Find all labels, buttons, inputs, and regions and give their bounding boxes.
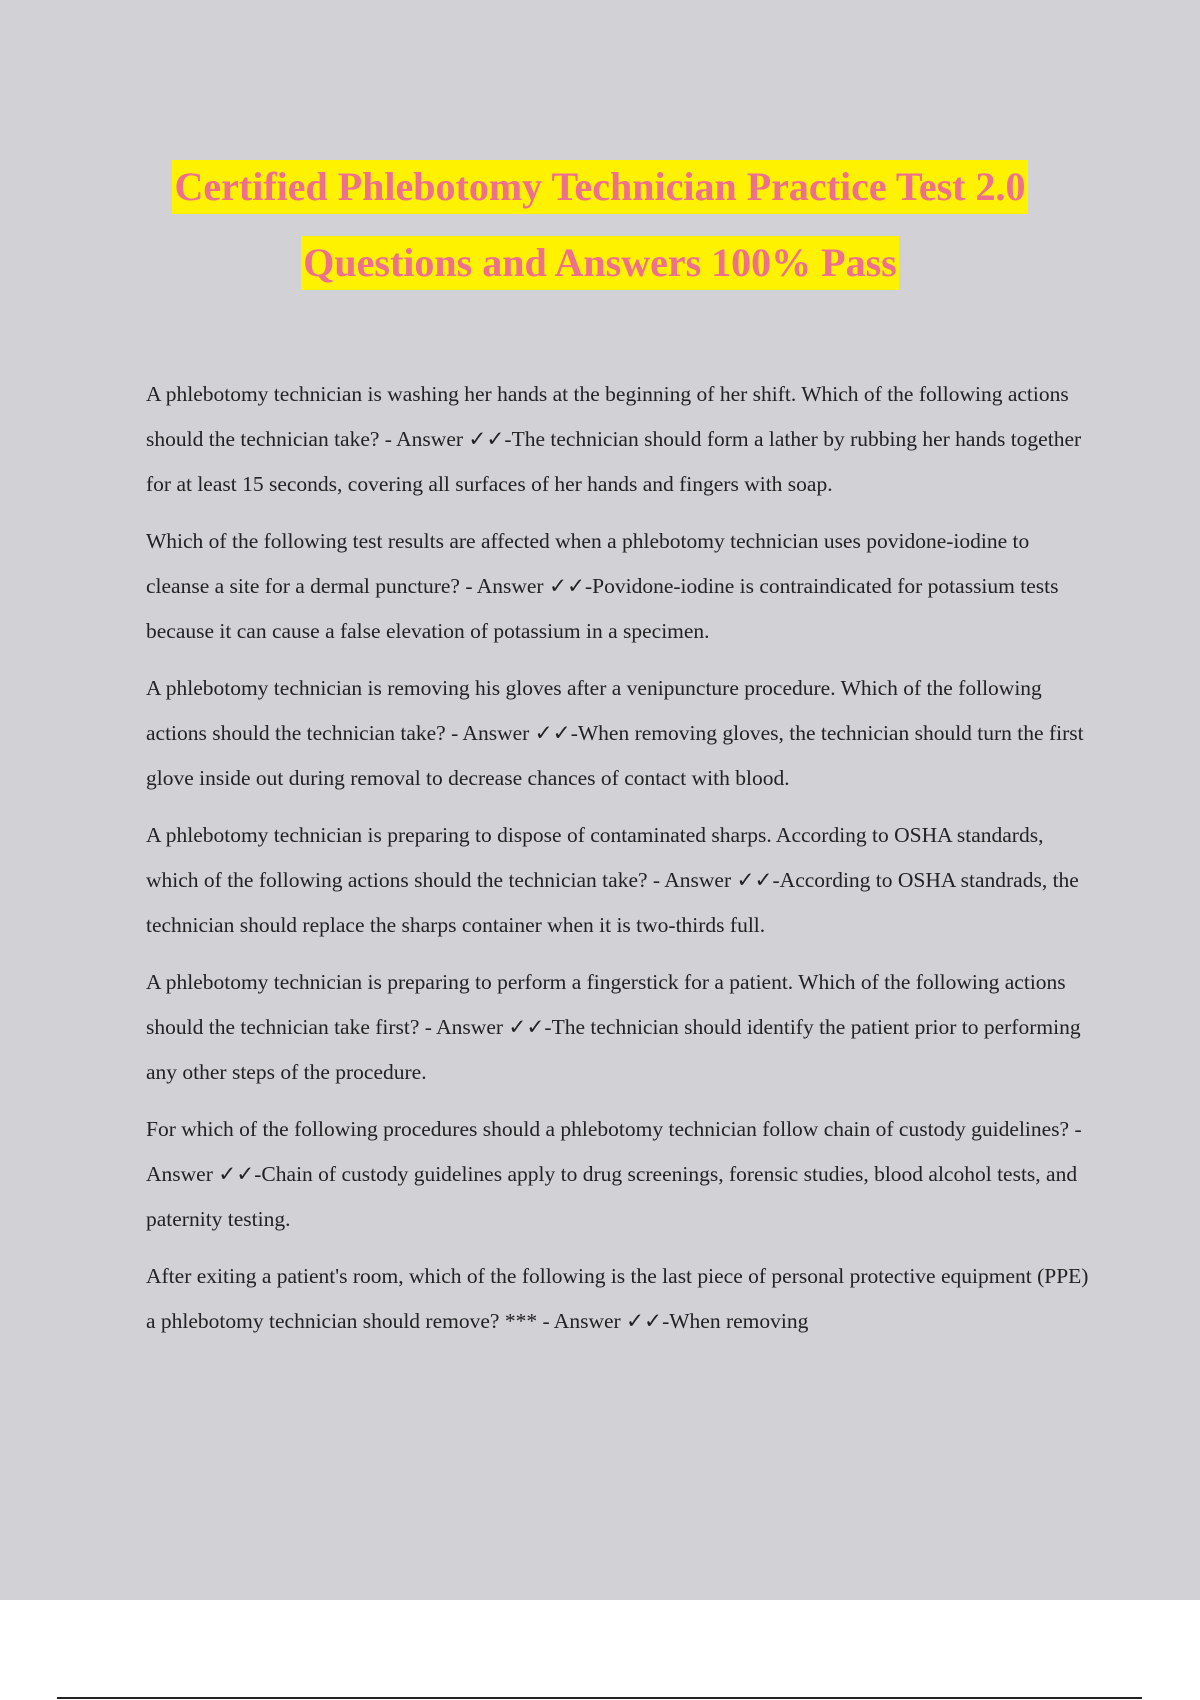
qa-item-1: A phlebotomy technician is washing her hands at the beginning of her shift. Which of the following actions should the technician take? - Answer ✓✓-The technician should form a lather by rubbing her hands together for at least 15 seconds, covering all surfaces of her hands and fingers with soap. [146,382,1082,496]
qa-item-6: For which of the following procedures should a phlebotomy technician follow chain of custody guidelines? - Answer ✓✓-Chain of custody guidelines apply to drug screenings, forensic studies, blood alcohol tests, and paternity testing. [146,1117,1082,1231]
title-line-2: Questions and Answers 100% Pass [301,236,898,290]
qa-item-3: A phlebotomy technician is removing his gloves after a venipuncture procedure. Which of the following actions should the technician take? - Answer ✓✓-When removing gloves, the technician should turn the first glove inside out during removal to decrease chances of contact with blood. [146,676,1084,790]
title-line-1: Certified Phlebotomy Technician Practice Test 2.0 [172,160,1027,214]
qa-item-7: After exiting a patient's room, which of the following is the last piece of personal protective equipment (PPE) a phlebotomy technician should remove? *** - Answer ✓✓-When removing [146,1264,1089,1333]
qa-item-4: A phlebotomy technician is preparing to dispose of contaminated sharps. According to OSHA standards, which of the following actions should the technician take? - Answer ✓✓-According to OSHA standrads, the technician should replace the sharps container when it is two-thirds full. [146,823,1079,937]
qa-list [146,372,1092,1356]
qa-item-2: Which of the following test results are affected when a phlebotomy technician uses povidone-iodine to cleanse a site for a dermal puncture? - Answer ✓✓-Povidone-iodine is contraindicated for potassium tests because it can cause a false elevation of potassium in a specimen. [146,529,1059,643]
qa-item-5: A phlebotomy technician is preparing to perform a fingerstick for a patient. Which of the following actions should the technician take first? - Answer ✓✓-The technician should identify the patient prior to performing any other steps of the procedure. [146,970,1081,1084]
document-title [0,160,1200,290]
bottom-divider [57,1697,1142,1699]
